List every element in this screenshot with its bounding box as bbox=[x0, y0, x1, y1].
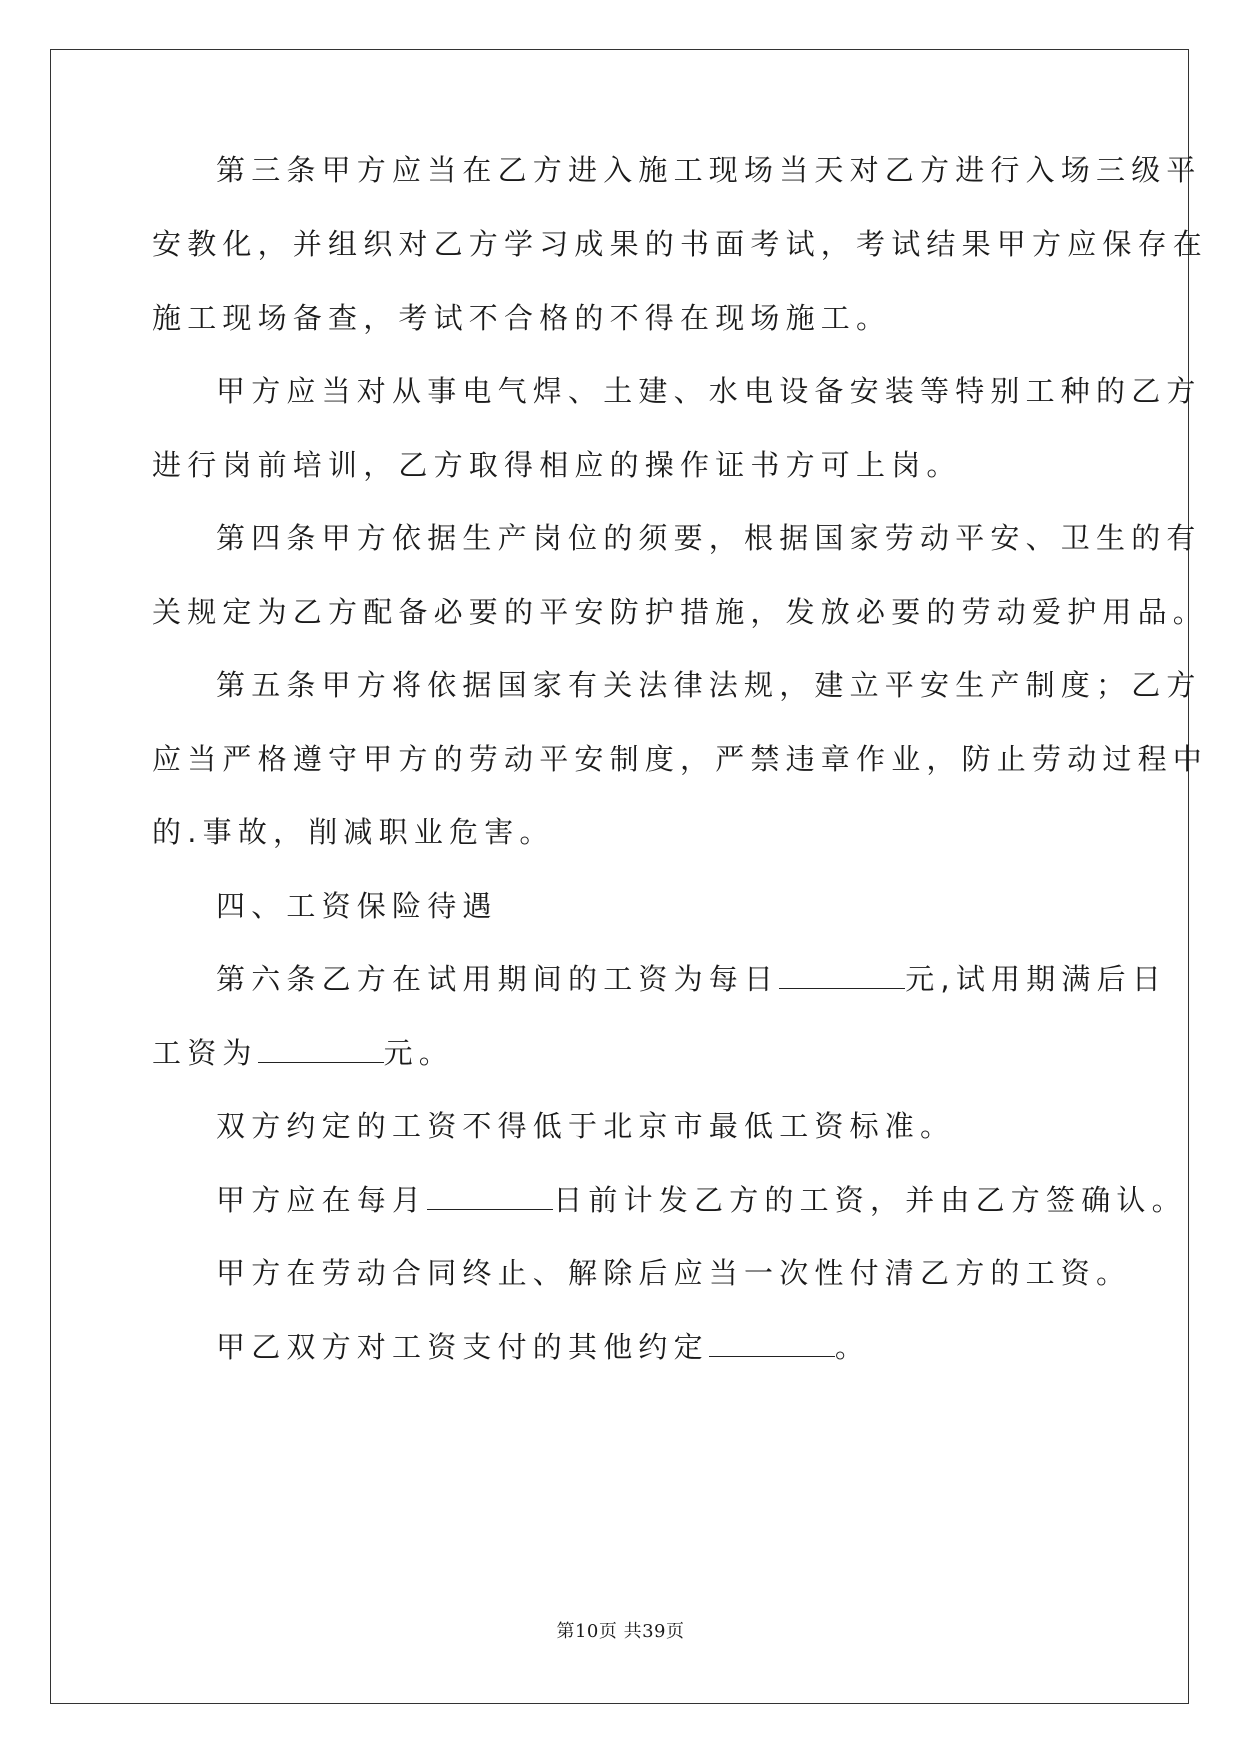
paragraph-line: 安教化，并组织对乙方学习成果的书面考试，考试结果甲方应保存在 bbox=[152, 227, 1209, 261]
pay-day-line bbox=[216, 1180, 1187, 1220]
paragraph-line: 施工现场备查，考试不合格的不得在现场施工。 bbox=[152, 301, 892, 335]
text-segment: 工资为 bbox=[152, 1036, 258, 1070]
text-segment: 甲方应在每月 bbox=[216, 1183, 428, 1217]
text-segment: 甲乙双方对工资支付的其他约定 bbox=[216, 1330, 709, 1364]
section-heading: 四、工资保险待遇 bbox=[216, 889, 498, 923]
wage-line-1 bbox=[216, 959, 1167, 999]
text-segment: 元,试用期满后日 bbox=[905, 962, 1168, 996]
fill-in-blank[interactable] bbox=[709, 1328, 835, 1357]
termination-line: 甲方在劳动合同终止、解除后应当一次性付清乙方的工资。 bbox=[216, 1256, 1132, 1290]
paragraph-line: 第四条甲方依据生产岗位的须要，根据国家劳动平安、卫生的有 bbox=[216, 521, 1202, 555]
paragraph-line: 进行岗前培训，乙方取得相应的操作证书方可上岗。 bbox=[152, 448, 962, 482]
text-segment: 日前计发乙方的工资，并由乙方签确认。 bbox=[553, 1183, 1187, 1217]
paragraph-line: 应当严格遵守甲方的劳动平安制度，严禁违章作业，防止劳动过程中 bbox=[152, 742, 1209, 776]
page-number: 第10页 共39页 bbox=[556, 1621, 685, 1642]
text-segment: 第六条乙方在试用期间的工资为每日 bbox=[216, 962, 780, 996]
paragraph-line: 的.事故，削减职业危害。 bbox=[152, 815, 555, 849]
text-segment: 元。 bbox=[383, 1036, 455, 1070]
wage-line-2 bbox=[152, 1033, 454, 1073]
other-terms-line bbox=[216, 1327, 870, 1367]
text-segment: 。 bbox=[834, 1330, 871, 1364]
paragraph-line: 第三条甲方应当在乙方进入施工现场当天对乙方进行入场三级平 bbox=[216, 153, 1202, 187]
paragraph-line: 第五条甲方将依据国家有关法律法规，建立平安生产制度；乙方 bbox=[216, 668, 1202, 702]
fill-in-blank[interactable] bbox=[427, 1181, 553, 1210]
fill-in-blank[interactable] bbox=[258, 1034, 384, 1063]
fill-in-blank[interactable] bbox=[779, 960, 905, 989]
paragraph-line: 甲方应当对从事电气焊、土建、水电设备安装等特别工种的乙方 bbox=[216, 374, 1202, 408]
paragraph-line: 关规定为乙方配备必要的平安防护措施，发放必要的劳动爱护用品。 bbox=[152, 595, 1209, 629]
min-wage-line: 双方约定的工资不得低于北京市最低工资标准。 bbox=[216, 1109, 956, 1143]
